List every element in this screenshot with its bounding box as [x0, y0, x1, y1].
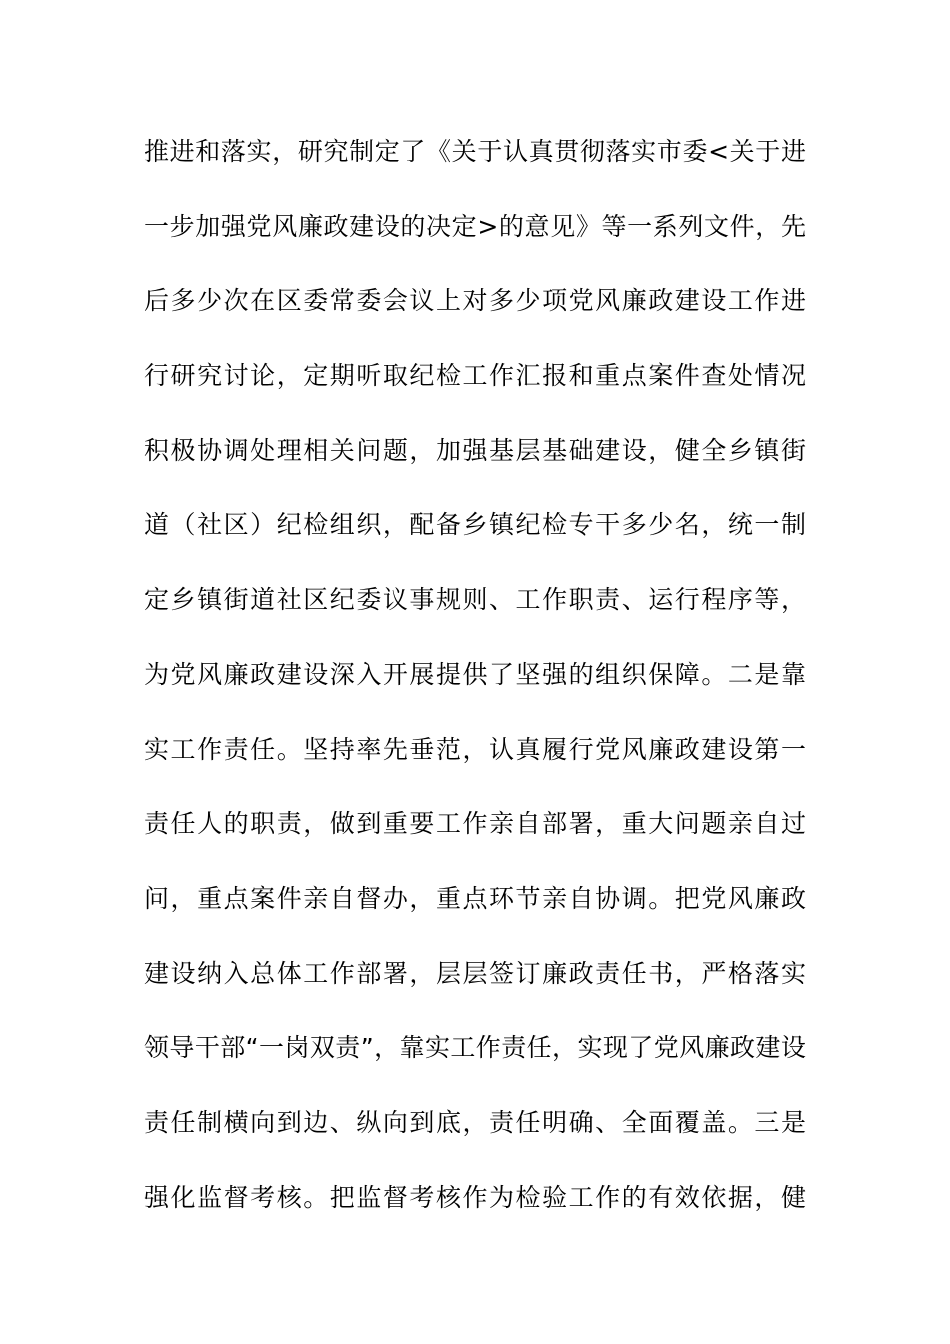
text-line: 定乡镇街道社区纪委议事规则、工作职责、运行程序等， [144, 585, 808, 615]
text-line: 问，重点案件亲自督办，重点环节亲自协调。把党风廉政 [144, 883, 808, 913]
text-line: 一步加强党风廉政建设的决定>的意见》等一系列文件，先 [144, 211, 807, 241]
text-line: 后多少次在区委常委会议上对多少项党风廉政建设工作进 [144, 286, 808, 316]
text-line: 为党风廉政建设深入开展提供了坚强的组织保障。二是靠 [144, 659, 808, 689]
body-text [144, 130, 806, 1250]
text-line: 强化监督考核。把监督考核作为检验工作的有效依据，健 [144, 1182, 808, 1212]
text-line: 实工作责任。坚持率先垂范，认真履行党风廉政建设第一 [144, 734, 808, 764]
text-line: 责任制横向到边、纵向到底，责任明确、全面覆盖。三是 [144, 1107, 808, 1137]
text-line: 推进和落实，研究制定了《关于认真贯彻落实市委<关于进 [144, 137, 807, 166]
text-line: 积极协调处理相关问题，加强基层基础建设，健全乡镇街 [144, 435, 808, 465]
text-line: 行研究讨论，定期听取纪检工作汇报和重点案件查处情况 [144, 361, 808, 391]
text-line: 责任人的职责，做到重要工作亲自部署，重大问题亲自过 [144, 809, 808, 839]
text-line: 建设纳入总体工作部署，层层签订廉政责任书，严格落实 [144, 958, 808, 988]
text-line: 道（社区）纪检组织，配备乡镇纪检专干多少名，统一制 [144, 510, 808, 540]
text-line: 领导干部“一岗双责”，靠实工作责任，实现了党风廉政建设 [144, 1033, 807, 1063]
